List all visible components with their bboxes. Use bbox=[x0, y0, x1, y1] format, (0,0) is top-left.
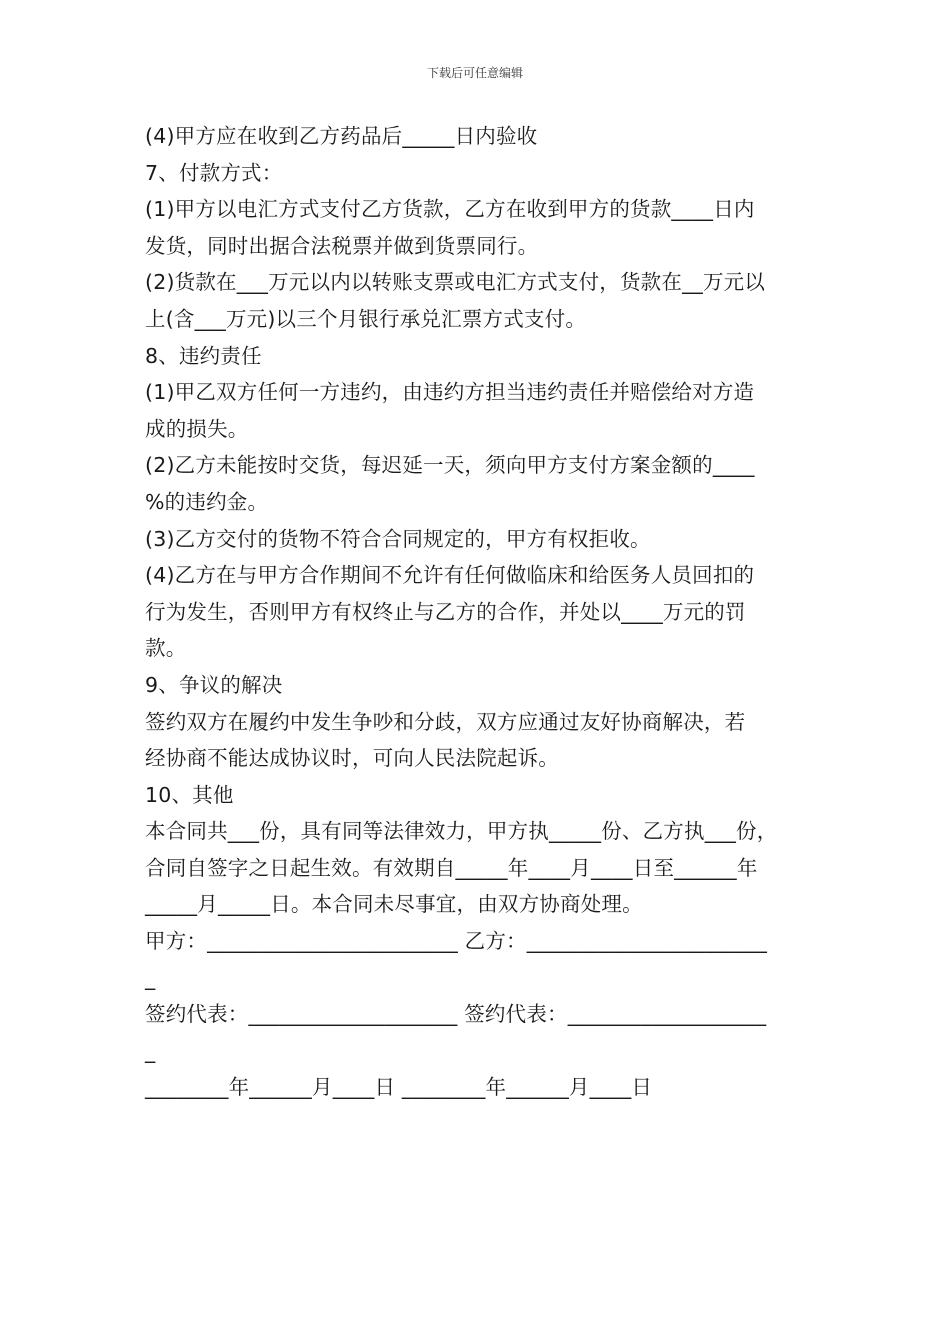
dispute-line-2: 经协商不能达成协议时，可向人民法院起诉。 bbox=[145, 746, 559, 771]
representative-signature-line: 签约代表：____________________ 签约代表：___________________ bbox=[145, 1002, 767, 1027]
document-body bbox=[145, 118, 825, 1106]
breach-clause-2-line-1: (2)乙方未能按时交货，每迟延一天，须向甲方支付方案金额的____ bbox=[145, 453, 755, 478]
section-7-heading: 7、付款方式： bbox=[145, 160, 283, 185]
breach-clause-3: (3)乙方交付的货物不符合合同规定的，甲方有权拒收。 bbox=[145, 526, 651, 551]
breach-clause-1-line-1: (1)甲乙双方任何一方违约，由违约方担当违约责任并赔偿给对方造 bbox=[145, 380, 755, 405]
clause-2-line-2: 上(含___万元)以三个月银行承兑汇票方式支付。 bbox=[145, 306, 587, 331]
clause-1-line-1: (1)甲方以电汇方式支付乙方货款，乙方在收到甲方的货款____日内 bbox=[145, 197, 755, 222]
other-line-1: 本合同共___份，具有同等法律效力，甲方执_____份、乙方执___份， bbox=[145, 819, 778, 844]
breach-clause-4-line-2: 行为发生，否则甲方有权终止与乙方的合作，并处以____万元的罚 bbox=[145, 599, 746, 624]
breach-clause-1-line-2: 成的损失。 bbox=[145, 416, 249, 441]
section-9-heading: 9、争议的解决 bbox=[145, 672, 283, 697]
clause-2-line-1: (2)货款在___万元以内以转账支票或电汇方式支付，货款在__万元以 bbox=[145, 270, 766, 295]
breach-clause-4-line-1: (4)乙方在与甲方合作期间不允许有任何做临床和给医务人员回扣的 bbox=[145, 563, 755, 588]
signature-date-line: ________年______月____日 ________年______月____日 bbox=[145, 1075, 653, 1100]
party-signature-overflow: _ bbox=[145, 965, 156, 990]
breach-clause-4-line-3: 款。 bbox=[145, 636, 187, 661]
clause-4-inspection: (4)甲方应在收到乙方药品后_____日内验收 bbox=[145, 124, 538, 148]
page-header: 下载后可任意编辑 bbox=[426, 66, 523, 80]
other-line-3: _____月_____日。本合同未尽事宜，由双方协商处理。 bbox=[145, 892, 643, 917]
section-10-heading: 10、其他 bbox=[145, 782, 234, 807]
other-line-2: 合同自签字之日起生效。有效期自_____年____月____日至______年 bbox=[145, 855, 758, 880]
party-signature-line: 甲方：________________________ 乙方：_______________________ bbox=[145, 929, 768, 954]
breach-clause-2-line-2: %的违约金。 bbox=[145, 489, 269, 514]
representative-signature-overflow: _ bbox=[145, 1038, 156, 1063]
dispute-line-1: 签约双方在履约中发生争吵和分歧，双方应通过友好协商解决，若 bbox=[145, 709, 746, 734]
clause-1-line-2: 发货，同时出据合法税票并做到货票同行。 bbox=[145, 233, 539, 258]
section-8-heading: 8、违约责任 bbox=[145, 343, 262, 368]
